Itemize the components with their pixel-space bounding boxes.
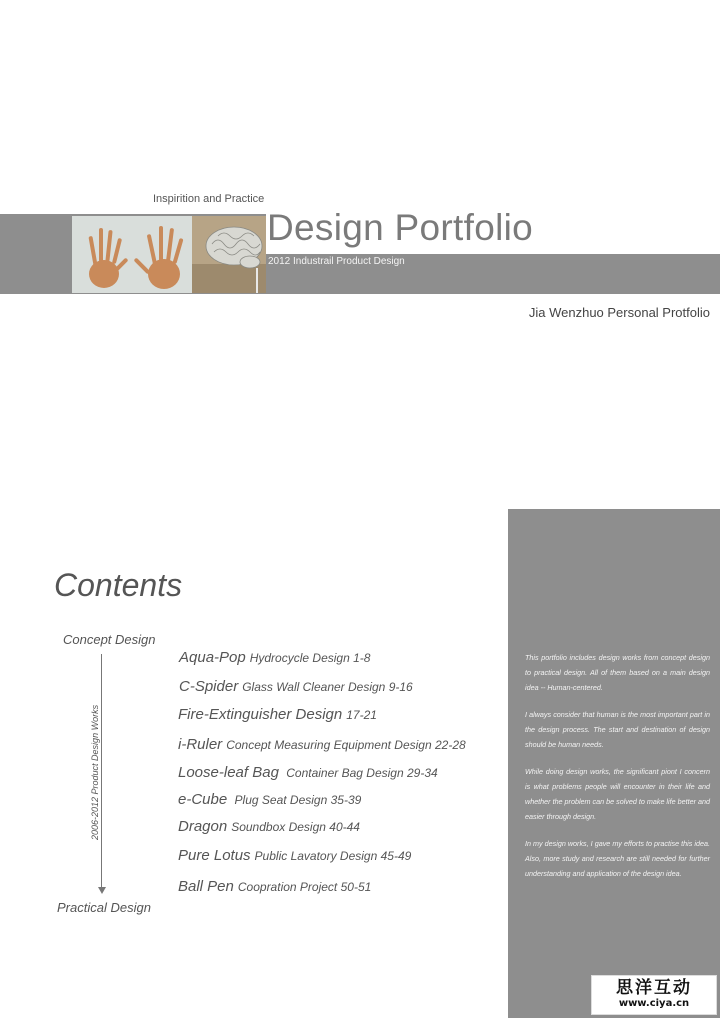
- cover-photo: [72, 216, 266, 293]
- toc-item-desc: Plug Seat Design 35-39: [231, 793, 362, 807]
- toc-item-desc: Hydrocycle Design 1-8: [249, 651, 371, 665]
- toc-item-desc: 17-21: [346, 708, 377, 722]
- intro-paragraph: This portfolio includes design works from concept design to practical design. All of them based on a main design idea -- Human-centered.: [525, 653, 710, 692]
- toc-item-name: Ball Pen: [178, 878, 234, 895]
- toc-item-name: Dragon: [178, 818, 228, 835]
- contents-heading: Contents: [54, 567, 183, 603]
- toc-item-desc: Soundbox Design 40-44: [231, 820, 360, 834]
- toc-item[interactable]: [178, 878, 371, 896]
- watermark-name: 思洋互动: [616, 978, 692, 998]
- toc-item[interactable]: [178, 764, 438, 782]
- toc-item[interactable]: [178, 736, 466, 754]
- toc-item-name: Pure Lotus: [178, 847, 251, 864]
- toc-item-desc: Coopration Project 50-51: [237, 880, 372, 894]
- toc-item[interactable]: [178, 706, 377, 724]
- page-title: Design Portfolio: [267, 207, 533, 248]
- toc-item[interactable]: [178, 818, 360, 836]
- tagline: Inspirition and Practice: [153, 193, 265, 205]
- timeline-arrow-icon: [98, 887, 106, 894]
- author-line: Jia Wenzhuo Personal Protfolio: [528, 305, 710, 320]
- handprint-brain-image: [72, 216, 266, 293]
- page-subtitle: 2012 Industrail Product Design: [268, 256, 405, 267]
- toc-item-desc: Public Lavatory Design 45-49: [254, 849, 412, 863]
- toc-item-name: e-Cube: [178, 791, 228, 808]
- intro-paragraph: While doing design works, the significant piont I concern is what problems people will encounter in their life and whether the problem can be solved to make life better and easier through design.: [525, 767, 710, 821]
- intro-paragraph: In my design works, I gave my efforts to practise this idea. Also, more study and research are still needed for further understanding and application of the design idea.: [525, 839, 710, 878]
- toc-item[interactable]: [179, 649, 370, 667]
- timeline-axis-label: 2006-2012 Product Design Works: [90, 704, 100, 840]
- toc-item-name: i-Ruler: [178, 736, 223, 753]
- watermark-logo: [591, 975, 717, 1015]
- watermark-url: www.ciya.cn: [618, 998, 690, 1009]
- toc-item-name: Fire-Extinguisher Design: [178, 706, 343, 723]
- toc-item[interactable]: [179, 678, 413, 696]
- timeline-line: [101, 654, 102, 890]
- timeline-end-label: Practical Design: [57, 900, 151, 915]
- toc-item-desc: Concept Measuring Equipment Design 22-28: [226, 738, 466, 752]
- toc-item-name: Loose-leaf Bag: [178, 764, 279, 781]
- intro-paragraph: I always consider that human is the most important part in the design process. The start and destination of design should be human needs.: [525, 710, 710, 749]
- toc-item-desc: Glass Wall Cleaner Design 9-16: [242, 680, 413, 694]
- toc-item-desc: Container Bag Design 29-34: [282, 766, 438, 780]
- toc-item-name: C-Spider: [179, 678, 239, 695]
- timeline-start-label: Concept Design: [63, 632, 156, 647]
- toc-item[interactable]: [178, 847, 411, 865]
- toc-item[interactable]: [178, 791, 361, 809]
- toc-item-name: Aqua-Pop: [179, 649, 246, 666]
- intro-sidebar: [508, 509, 720, 1018]
